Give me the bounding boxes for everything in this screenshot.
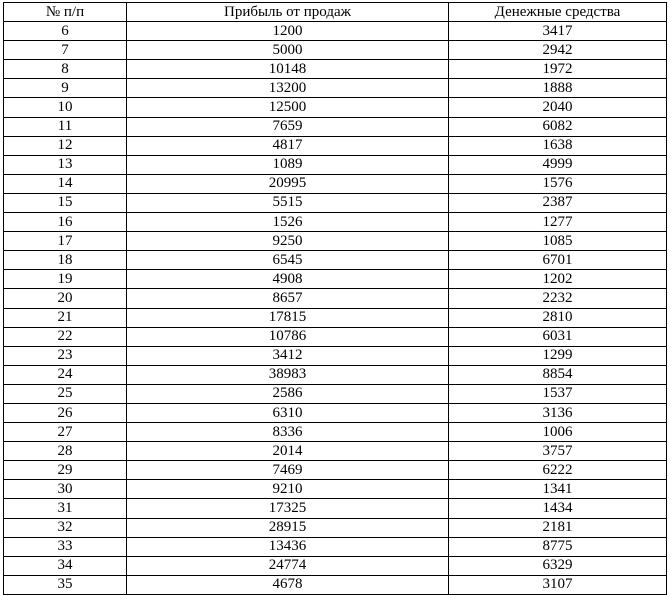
table-row — [4, 423, 667, 442]
table-row — [4, 499, 667, 518]
row-number-cell: 34 — [4, 556, 127, 575]
table-row — [4, 308, 667, 327]
sales-profit-cell: 1200 — [127, 22, 449, 41]
table-row — [4, 518, 667, 537]
cash-cell: 1434 — [449, 499, 667, 518]
sales-profit-cell: 4678 — [127, 575, 449, 594]
cash-cell: 6329 — [449, 556, 667, 575]
cash-cell: 3136 — [449, 403, 667, 422]
row-number-cell: 17 — [4, 232, 127, 251]
table-row — [4, 213, 667, 232]
sales-profit-cell: 9250 — [127, 232, 449, 251]
row-number-cell: 21 — [4, 308, 127, 327]
cash-cell: 2810 — [449, 308, 667, 327]
row-number-cell: 29 — [4, 461, 127, 480]
table-row — [4, 537, 667, 556]
sales-profit-cell: 9210 — [127, 480, 449, 499]
row-number-cell: 23 — [4, 346, 127, 365]
sales-profit-cell: 8336 — [127, 423, 449, 442]
table-row — [4, 461, 667, 480]
table-row — [4, 575, 667, 594]
row-number-cell: 10 — [4, 98, 127, 117]
cash-cell: 6082 — [449, 117, 667, 136]
table-row — [4, 327, 667, 346]
table-row — [4, 79, 667, 98]
row-number-cell: 15 — [4, 193, 127, 212]
cash-cell: 6222 — [449, 461, 667, 480]
sales-profit-cell: 1526 — [127, 213, 449, 232]
sales-profit-cell: 7659 — [127, 117, 449, 136]
sales-profit-cell: 7469 — [127, 461, 449, 480]
cash-cell: 3107 — [449, 575, 667, 594]
table-row — [4, 270, 667, 289]
header-cash: Денежные средства — [449, 3, 667, 22]
table-row — [4, 98, 667, 117]
row-number-cell: 8 — [4, 60, 127, 79]
row-number-cell: 32 — [4, 518, 127, 537]
cash-cell: 6701 — [449, 251, 667, 270]
cash-cell: 6031 — [449, 327, 667, 346]
sales-profit-cell: 2586 — [127, 384, 449, 403]
row-number-cell: 22 — [4, 327, 127, 346]
cash-cell: 4999 — [449, 155, 667, 174]
sales-profit-cell: 5000 — [127, 41, 449, 60]
sales-profit-cell: 10148 — [127, 60, 449, 79]
sales-profit-cell: 4817 — [127, 136, 449, 155]
sales-profit-cell: 12500 — [127, 98, 449, 117]
cash-cell: 8775 — [449, 537, 667, 556]
sales-profit-cell: 28915 — [127, 518, 449, 537]
sales-profit-cell: 13200 — [127, 79, 449, 98]
sales-profit-cell: 24774 — [127, 556, 449, 575]
row-number-cell: 26 — [4, 403, 127, 422]
table-body — [4, 22, 667, 595]
table-row — [4, 232, 667, 251]
cash-cell: 2387 — [449, 193, 667, 212]
row-number-cell: 7 — [4, 41, 127, 60]
sales-profit-cell: 4908 — [127, 270, 449, 289]
row-number-cell: 20 — [4, 289, 127, 308]
cash-cell: 1888 — [449, 79, 667, 98]
table-header — [4, 3, 667, 22]
table-row — [4, 556, 667, 575]
table-row — [4, 136, 667, 155]
sales-profit-cell: 5515 — [127, 193, 449, 212]
cash-cell: 8854 — [449, 365, 667, 384]
row-number-cell: 24 — [4, 365, 127, 384]
data-table — [3, 2, 667, 595]
sales-profit-cell: 3412 — [127, 346, 449, 365]
cash-cell: 1085 — [449, 232, 667, 251]
table-row — [4, 346, 667, 365]
sales-profit-cell: 1089 — [127, 155, 449, 174]
sales-profit-cell: 13436 — [127, 537, 449, 556]
cash-cell: 1277 — [449, 213, 667, 232]
table-row — [4, 22, 667, 41]
row-number-cell: 12 — [4, 136, 127, 155]
table-row — [4, 117, 667, 136]
cash-cell: 2040 — [449, 98, 667, 117]
table-row — [4, 174, 667, 193]
sales-profit-cell: 17325 — [127, 499, 449, 518]
cash-cell: 1299 — [449, 346, 667, 365]
table-row — [4, 442, 667, 461]
table-row — [4, 60, 667, 79]
table-row — [4, 289, 667, 308]
table-row — [4, 403, 667, 422]
row-number-cell: 27 — [4, 423, 127, 442]
row-number-cell: 13 — [4, 155, 127, 174]
cash-cell: 2232 — [449, 289, 667, 308]
cash-cell: 2181 — [449, 518, 667, 537]
header-number: № п/п — [4, 3, 127, 22]
table-row — [4, 41, 667, 60]
sales-profit-cell: 8657 — [127, 289, 449, 308]
cash-cell: 1006 — [449, 423, 667, 442]
table-row — [4, 365, 667, 384]
table-row — [4, 193, 667, 212]
row-number-cell: 14 — [4, 174, 127, 193]
table-row — [4, 480, 667, 499]
cash-cell: 1202 — [449, 270, 667, 289]
sales-profit-cell: 6545 — [127, 251, 449, 270]
row-number-cell: 9 — [4, 79, 127, 98]
sales-profit-cell: 10786 — [127, 327, 449, 346]
row-number-cell: 30 — [4, 480, 127, 499]
cash-cell: 1638 — [449, 136, 667, 155]
row-number-cell: 18 — [4, 251, 127, 270]
header-sales-profit: Прибыль от продаж — [127, 3, 449, 22]
row-number-cell: 19 — [4, 270, 127, 289]
cash-cell: 3417 — [449, 22, 667, 41]
sales-profit-cell: 20995 — [127, 174, 449, 193]
row-number-cell: 35 — [4, 575, 127, 594]
cash-cell: 2942 — [449, 41, 667, 60]
sales-profit-cell: 2014 — [127, 442, 449, 461]
cash-cell: 1537 — [449, 384, 667, 403]
row-number-cell: 33 — [4, 537, 127, 556]
table-row — [4, 251, 667, 270]
table-row — [4, 384, 667, 403]
row-number-cell: 31 — [4, 499, 127, 518]
cash-cell: 1972 — [449, 60, 667, 79]
sales-profit-cell: 6310 — [127, 403, 449, 422]
row-number-cell: 6 — [4, 22, 127, 41]
row-number-cell: 16 — [4, 213, 127, 232]
row-number-cell: 25 — [4, 384, 127, 403]
table-row — [4, 155, 667, 174]
cash-cell: 3757 — [449, 442, 667, 461]
cash-cell: 1341 — [449, 480, 667, 499]
row-number-cell: 28 — [4, 442, 127, 461]
cash-cell: 1576 — [449, 174, 667, 193]
row-number-cell: 11 — [4, 117, 127, 136]
sales-profit-cell: 38983 — [127, 365, 449, 384]
sales-profit-cell: 17815 — [127, 308, 449, 327]
header-row — [4, 3, 667, 22]
